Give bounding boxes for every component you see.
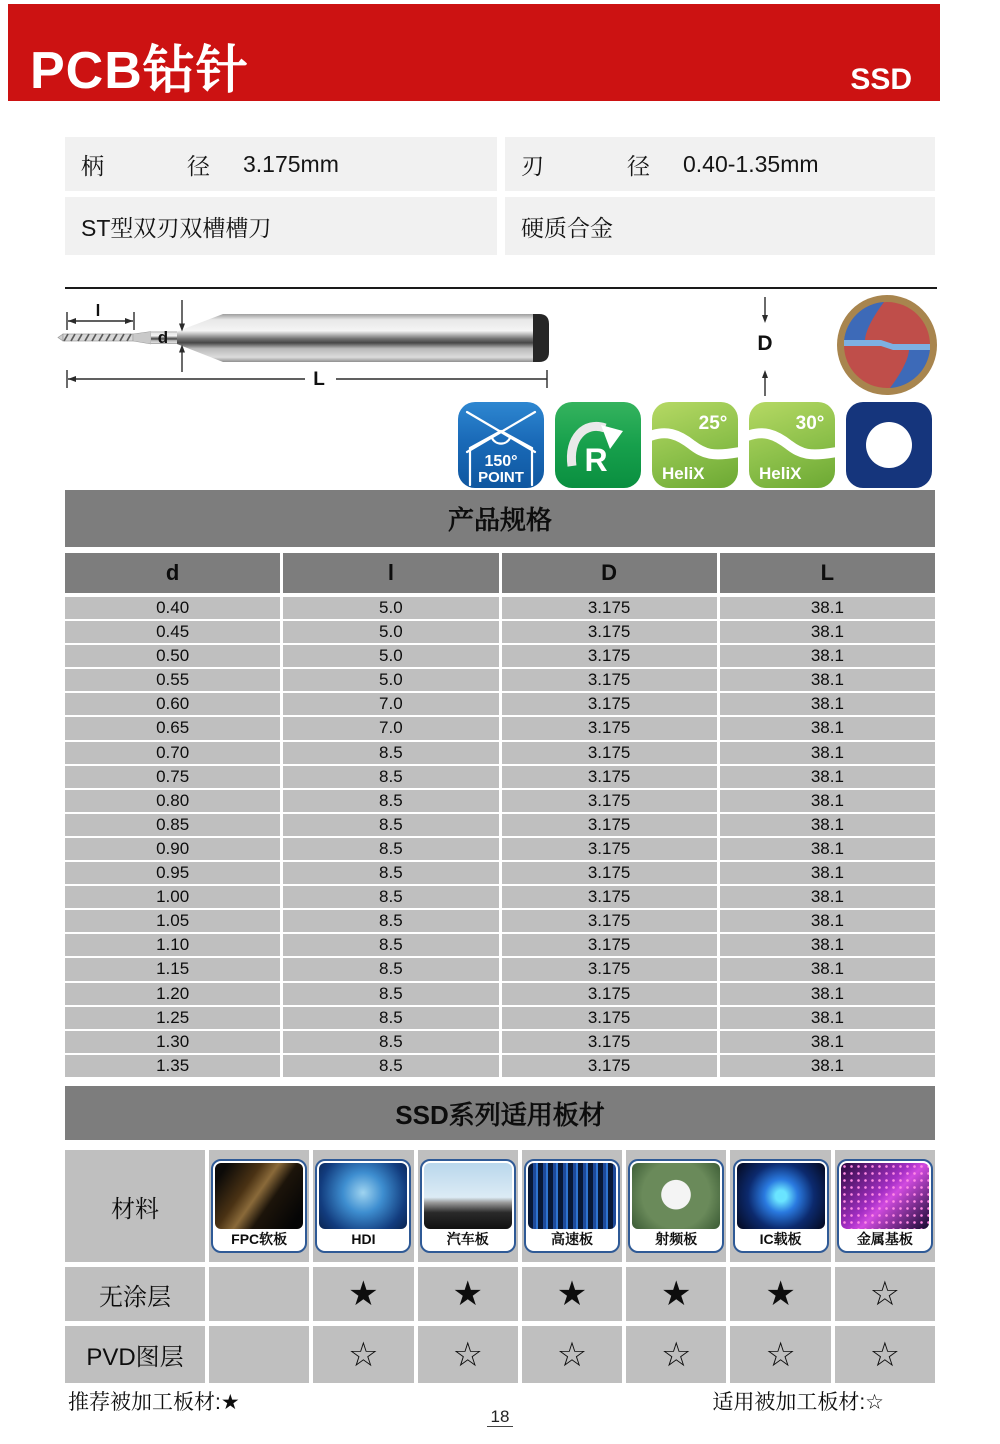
spec-table-cell: 38.1 xyxy=(720,645,935,667)
fpc-flex-board-photo xyxy=(215,1163,303,1229)
shank-diameter-cell xyxy=(65,137,497,191)
spec-table-cell: 0.70 xyxy=(65,742,280,764)
star-outline: ☆ xyxy=(313,1326,413,1383)
high-speed-board-photo xyxy=(528,1163,616,1229)
star-outline: ☆ xyxy=(835,1326,935,1383)
materials-header-bar xyxy=(65,1086,935,1140)
star-empty-cell xyxy=(209,1326,309,1383)
point-label: POINT xyxy=(478,469,524,486)
material-cell xyxy=(209,1150,309,1262)
spec-table-title: 产品规格 xyxy=(447,505,552,535)
spec-table-cell: 3.175 xyxy=(502,790,717,812)
spec-table-cell: 0.80 xyxy=(65,790,280,812)
applicable-note: 适用被加工板材:☆ xyxy=(712,1391,884,1414)
helix-30-badge xyxy=(749,402,835,488)
spec-table-cell: 38.1 xyxy=(720,958,935,980)
spec-table-cell: 3.175 xyxy=(502,838,717,860)
spec-table-cell: 0.50 xyxy=(65,645,280,667)
material-label: HDI xyxy=(351,1231,376,1247)
spec-table-cell: 8.5 xyxy=(283,1007,498,1029)
material-cell xyxy=(835,1150,935,1262)
spec-table-cell: 0.45 xyxy=(65,621,280,643)
spec-table-cell: 38.1 xyxy=(720,886,935,908)
helix-angle: 30° xyxy=(795,413,825,434)
spec-table-cell: 1.20 xyxy=(65,983,280,1005)
spec-table-cell: 1.15 xyxy=(65,958,280,980)
material-card xyxy=(837,1159,933,1253)
material-card xyxy=(733,1159,829,1253)
spec-table-cell: 5.0 xyxy=(283,621,498,643)
spec-table-header-bar xyxy=(65,490,935,547)
spec-table-cell: 38.1 xyxy=(720,790,935,812)
hdi-board-photo xyxy=(319,1163,407,1229)
spec-table-cell: 5.0 xyxy=(283,645,498,667)
star-filled: ★ xyxy=(313,1267,413,1321)
spec-table-cell: 38.1 xyxy=(720,742,935,764)
tool-type-cell: ST型双刃双槽槽刀 xyxy=(65,197,497,255)
feature-badges xyxy=(458,402,932,488)
spec-table-cell: 8.5 xyxy=(283,934,498,956)
star-filled: ★ xyxy=(418,1267,518,1321)
spec-table-cell: 0.55 xyxy=(65,669,280,691)
spec-table-cell: 3.175 xyxy=(502,886,717,908)
material-cell xyxy=(626,1150,726,1262)
spec-table-cell: 3.175 xyxy=(502,621,717,643)
star-outline: ☆ xyxy=(626,1326,726,1383)
star-filled: ★ xyxy=(626,1267,726,1321)
spec-table-cell: 38.1 xyxy=(720,983,935,1005)
spec-table-cell: 8.5 xyxy=(283,958,498,980)
rotation-letter: R xyxy=(584,442,608,478)
drill-diagram xyxy=(55,292,945,402)
spec-table-cell: 8.5 xyxy=(283,838,498,860)
recommended-note: 推荐被加工板材:★ xyxy=(68,1391,240,1414)
spec-table-cell: 3.175 xyxy=(502,814,717,836)
material-card xyxy=(315,1159,411,1253)
automotive-board-photo xyxy=(424,1163,512,1229)
spec-table-cell: 3.175 xyxy=(502,645,717,667)
spec-table-cell: 0.95 xyxy=(65,862,280,884)
spec-table-cell: 8.5 xyxy=(283,1055,498,1077)
d-label: d xyxy=(157,328,169,347)
spec-table-cell: 1.10 xyxy=(65,934,280,956)
star-filled: ★ xyxy=(522,1267,622,1321)
helix-angle: 25° xyxy=(698,413,728,434)
rating-row-label: PVD图层 xyxy=(65,1326,205,1383)
spec-table-cell: 3.175 xyxy=(502,983,717,1005)
diameter-label: 径 xyxy=(627,152,650,179)
spec-table-column-headers xyxy=(65,553,935,593)
spec-table-cell: 38.1 xyxy=(720,621,935,643)
ic-substrate-photo xyxy=(737,1163,825,1229)
spec-table-cell: 3.175 xyxy=(502,934,717,956)
spec-table-cell: 8.5 xyxy=(283,1031,498,1053)
column-header-D: D xyxy=(502,553,717,593)
spec-table-cell: 0.40 xyxy=(65,597,280,619)
helix-25-badge xyxy=(652,402,738,488)
helix-label: HeliX xyxy=(662,464,705,483)
material-label: IC载板 xyxy=(759,1231,802,1247)
material-cell xyxy=(313,1150,413,1262)
ring-icon xyxy=(866,422,912,468)
spec-table-cell: 5.0 xyxy=(283,669,498,691)
spec-table-cell: 38.1 xyxy=(720,910,935,932)
spec-table-cell: 38.1 xyxy=(720,766,935,788)
spec-table-cell: 1.25 xyxy=(65,1007,280,1029)
spec-table-cell: 8.5 xyxy=(283,814,498,836)
spec-table-cell: 0.65 xyxy=(65,717,280,739)
spec-table-cell: 0.85 xyxy=(65,814,280,836)
materials-table xyxy=(65,1150,935,1383)
spec-table-cell: 38.1 xyxy=(720,693,935,715)
flute-diameter-cell xyxy=(505,137,935,191)
material-cell xyxy=(418,1150,518,1262)
spec-table-cell: 3.175 xyxy=(502,742,717,764)
material-cell xyxy=(522,1150,622,1262)
spec-table-cell: 38.1 xyxy=(720,862,935,884)
spec-table-cell: 3.175 xyxy=(502,766,717,788)
spec-table-cell: 0.75 xyxy=(65,766,280,788)
D-dimension xyxy=(757,297,772,396)
page-number: 18 xyxy=(0,1407,1000,1427)
drill-body xyxy=(133,314,549,362)
diameter-label: 径 xyxy=(187,152,210,179)
star-outline: ☆ xyxy=(835,1267,935,1321)
spec-table-cell: 38.1 xyxy=(720,934,935,956)
star-outline: ☆ xyxy=(730,1326,830,1383)
rotation-badge xyxy=(555,402,641,488)
spec-table-cell: 3.175 xyxy=(502,910,717,932)
material-card xyxy=(524,1159,620,1253)
material-label: 射频板 xyxy=(655,1231,698,1247)
spec-table-cell: 3.175 xyxy=(502,597,717,619)
material-label: FPC软板 xyxy=(231,1231,288,1247)
divider-line xyxy=(65,287,937,289)
column-header-l: l xyxy=(283,553,498,593)
material-card xyxy=(420,1159,516,1253)
spec-table-cell: 3.175 xyxy=(502,958,717,980)
spec-table-cell: 8.5 xyxy=(283,766,498,788)
point-angle-badge xyxy=(458,402,544,488)
material-type-cell: 硬质合金 xyxy=(505,197,935,255)
L-label: L xyxy=(313,369,325,390)
materials-title: SSD系列适用板材 xyxy=(395,1099,605,1130)
spec-table-cell: 38.1 xyxy=(720,1055,935,1077)
rf-board-photo xyxy=(632,1163,720,1229)
material-label: 金属基板 xyxy=(856,1231,913,1247)
spec-table-cell: 8.5 xyxy=(283,910,498,932)
spec-table-cell: 1.30 xyxy=(65,1031,280,1053)
spec-table-cell: 3.175 xyxy=(502,693,717,715)
helix-label: HeliX xyxy=(759,464,802,483)
spec-table-cell: 8.5 xyxy=(283,886,498,908)
star-empty-cell xyxy=(209,1267,309,1321)
spec-table-cell: 38.1 xyxy=(720,838,935,860)
column-header-d: d xyxy=(65,553,280,593)
l-label: l xyxy=(95,301,101,320)
point-angle-value: 150° xyxy=(484,453,518,470)
spec-table-cell: 38.1 xyxy=(720,1031,935,1053)
rating-row-label: 无涂层 xyxy=(65,1267,205,1321)
flute-diameter-value: 0.40-1.35mm xyxy=(683,150,819,177)
spec-table-cell: 38.1 xyxy=(720,597,935,619)
spec-table-cell: 38.1 xyxy=(720,814,935,836)
material-label: 高速板 xyxy=(550,1231,593,1247)
spec-table-cell: 7.0 xyxy=(283,693,498,715)
star-outline: ☆ xyxy=(522,1326,622,1383)
flute-label: 刃 xyxy=(521,152,544,179)
spec-table-cell: 3.175 xyxy=(502,1007,717,1029)
spec-table-body xyxy=(65,597,935,1077)
materials-row-label: 材料 xyxy=(65,1150,205,1262)
header-band xyxy=(8,4,940,101)
series-label: SSD xyxy=(850,63,912,96)
spec-table-cell: 38.1 xyxy=(720,717,935,739)
shank-diameter-value: 3.175mm xyxy=(243,150,339,177)
drill-cross-section xyxy=(837,295,937,395)
spec-table-cell: 38.1 xyxy=(720,1007,935,1029)
material-cell xyxy=(730,1150,830,1262)
spec-table-cell: 1.05 xyxy=(65,910,280,932)
spec-table-cell: 0.60 xyxy=(65,693,280,715)
material-card xyxy=(211,1159,307,1253)
material-label: 汽车板 xyxy=(446,1231,489,1247)
spec-table-cell: 8.5 xyxy=(283,742,498,764)
column-header-L: L xyxy=(720,553,935,593)
metal-base-board-photo xyxy=(841,1163,929,1229)
spec-table-cell: 5.0 xyxy=(283,597,498,619)
spec-table-cell: 8.5 xyxy=(283,983,498,1005)
spec-table-cell: 3.175 xyxy=(502,669,717,691)
L-dimension xyxy=(67,369,547,390)
spec-table-cell: 3.175 xyxy=(502,1055,717,1077)
spec-table-cell: 8.5 xyxy=(283,790,498,812)
star-outline: ☆ xyxy=(418,1326,518,1383)
star-filled: ★ xyxy=(730,1267,830,1321)
ring-badge xyxy=(846,402,932,488)
spec-strip xyxy=(65,137,935,255)
spec-table-cell: 3.175 xyxy=(502,717,717,739)
spec-table-cell: 1.00 xyxy=(65,886,280,908)
spec-table-cell: 1.35 xyxy=(65,1055,280,1077)
shank-label: 柄 xyxy=(81,152,104,179)
D-label: D xyxy=(757,332,773,355)
l-dimension xyxy=(67,301,134,330)
spec-table-cell: 0.90 xyxy=(65,838,280,860)
drill-flute xyxy=(58,334,133,341)
spec-table-cell: 7.0 xyxy=(283,717,498,739)
spec-table-cell: 3.175 xyxy=(502,1031,717,1053)
spec-table-cell: 8.5 xyxy=(283,862,498,884)
material-card xyxy=(628,1159,724,1253)
page-title: PCB钻针 xyxy=(30,42,249,100)
spec-table-cell: 3.175 xyxy=(502,862,717,884)
spec-table-cell: 38.1 xyxy=(720,669,935,691)
